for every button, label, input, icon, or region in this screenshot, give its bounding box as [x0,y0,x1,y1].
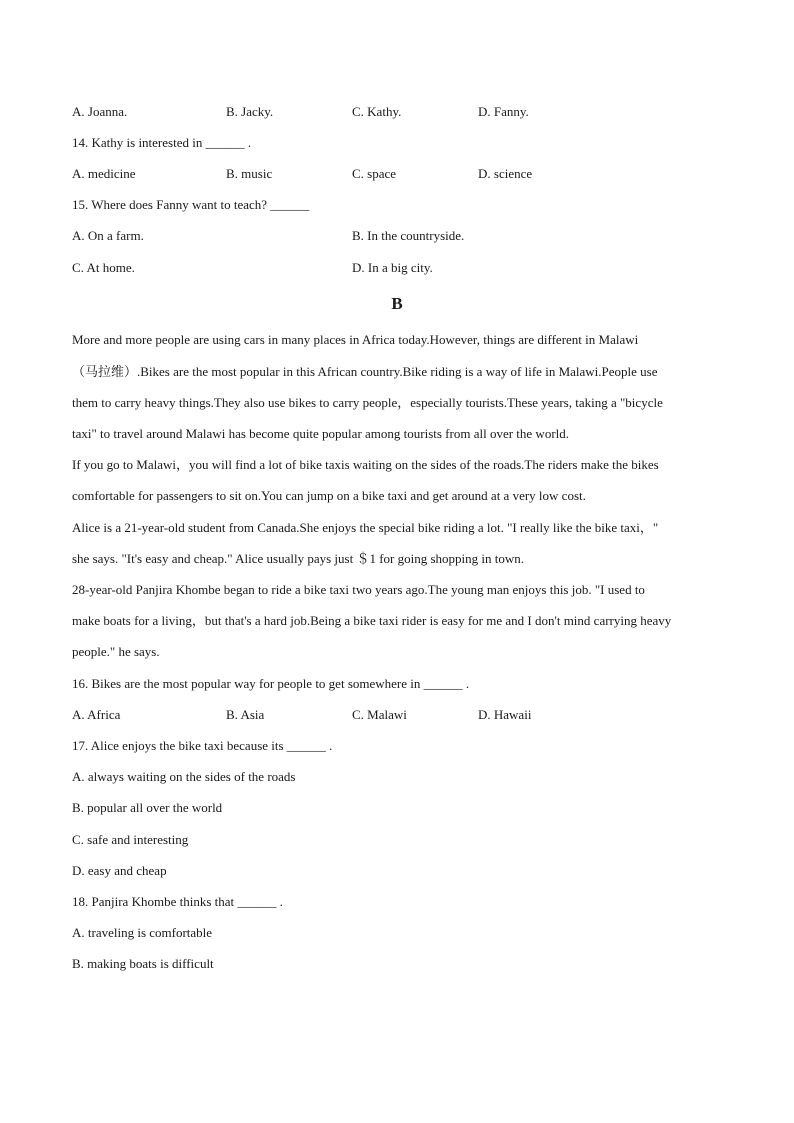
passage-line: More and more people are using cars in many places in Africa today.However, things are different in Malawi [72,332,639,347]
passage-line: make boats for a living，but that's a hard job.Being a bike taxi rider is easy for me and I don't mind carrying heavy [72,613,672,628]
q13-option-d: D. Fanny. [478,104,529,119]
q16-option-d: D. Hawaii [478,707,532,722]
passage-line: If you go to Malawi，you will find a lot of bike taxis waiting on the sides of the roads.The riders make the bikes [72,457,659,472]
q14-option-a: A. medicine [72,166,136,181]
q14-option-b: B. music [226,166,273,181]
passage-line: Alice is a 21-year-old student from Canada.She enjoys the special bike riding a lot. "I really like the bike taxi，" [72,520,659,535]
q15-option-d: D. In a big city. [352,260,433,275]
q13-option-a: A. Joanna. [72,104,128,119]
q15-stem: 15. Where does Fanny want to teach? ______ [72,197,310,212]
q16-option-c: C. Malawi [352,707,407,722]
q17-option-c: C. safe and interesting [72,832,189,847]
q17-option-d: D. easy and cheap [72,863,167,878]
q14-option-d: D. science [478,166,533,181]
q17-stem: 17. Alice enjoys the bike taxi because its ______ . [72,738,333,753]
passage-line: people." he says. [72,644,160,659]
q18-option-b: B. making boats is difficult [72,956,214,971]
q18-option-a: A. traveling is comfortable [72,925,213,940]
section-b-heading: B [391,294,403,313]
q18-stem: 18. Panjira Khombe thinks that ______ . [72,894,283,909]
passage-line: 28-year-old Panjira Khombe began to ride a bike taxi two years ago.The young man enjoys this job. "I used to [72,582,645,597]
passage-line: she says. "It's easy and cheap." Alice usually pays just ＄1 for going shopping in town. [72,551,525,566]
q16-stem: 16. Bikes are the most popular way for people to get somewhere in ______ . [72,676,470,691]
passage-line: taxi" to travel around Malawi has become quite popular among tourists from all over the world. [72,426,570,441]
passage-line: comfortable for passengers to sit on.You can jump on a bike taxi and get around at a very low cost. [72,488,586,503]
passage-line: them to carry heavy things.They also use bikes to carry people，especially tourists.These years, taking a "bicycle [72,395,663,410]
q15-option-b: B. In the countryside. [352,228,465,243]
q17-option-b: B. popular all over the world [72,800,223,815]
passage-line: （马拉维）.Bikes are the most popular in this African country.Bike riding is a way of life in Malawi.People use [72,364,658,379]
q15-option-c: C. At home. [72,260,135,275]
q14-stem: 14. Kathy is interested in ______ . [72,135,252,150]
q17-option-a: A. always waiting on the sides of the roads [72,769,296,784]
q16-option-b: B. Asia [226,707,265,722]
q14-option-c: C. space [352,166,397,181]
q13-option-b: B. Jacky. [226,104,274,119]
q16-option-a: A. Africa [72,707,121,722]
q13-option-c: C. Kathy. [352,104,402,119]
q15-option-a: A. On a farm. [72,228,144,243]
